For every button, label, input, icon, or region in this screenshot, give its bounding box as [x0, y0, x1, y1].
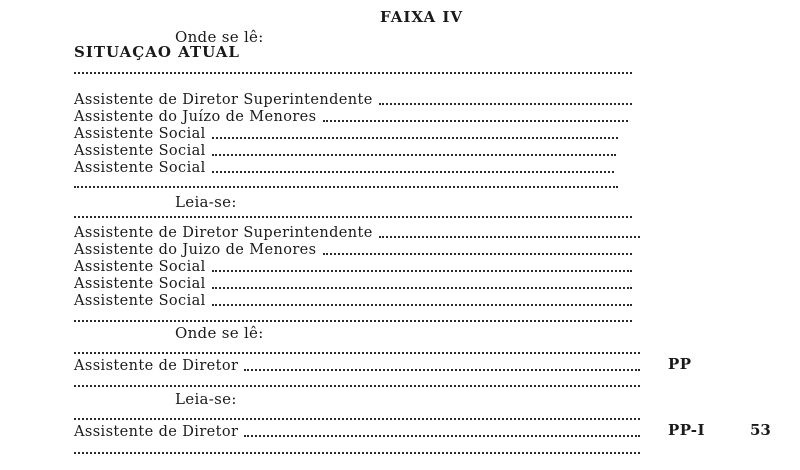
section-heading-leia-se-2: Leia-se:	[175, 390, 237, 408]
list-item	[74, 143, 616, 159]
list-item-label: Assistente Social	[74, 143, 206, 159]
dot-leader	[323, 120, 628, 122]
dot-leader	[212, 304, 632, 306]
dotted-separator	[74, 72, 632, 74]
section-heading-leia-se-1: Leia-se:	[175, 193, 237, 211]
dotted-separator	[74, 385, 640, 387]
list-item	[74, 242, 632, 258]
page-number: 53	[750, 421, 771, 439]
list-item-label: Assistente de Diretor Superintendente	[74, 225, 373, 241]
list-item	[74, 276, 632, 292]
dotted-separator	[74, 216, 632, 218]
page-title: FAIXA IV	[380, 8, 464, 26]
dot-leader	[244, 369, 640, 371]
list-item-label: Assistente Social	[74, 293, 206, 309]
list-item-label: Assistente Social	[74, 126, 206, 142]
list-item-label: Assistente de Diretor	[74, 358, 239, 374]
dot-leader	[212, 287, 632, 289]
class-code: PP-I	[668, 421, 705, 439]
list-item	[74, 126, 618, 142]
list-item	[74, 225, 640, 241]
list-item	[74, 92, 632, 108]
dotted-separator	[74, 186, 618, 188]
dot-leader	[379, 103, 632, 105]
section-heading-onde-se-le-2: Onde se lê:	[175, 324, 264, 342]
list-item	[74, 358, 640, 374]
dot-leader	[379, 236, 640, 238]
dot-leader	[212, 270, 632, 272]
list-item-label: Assistente Social	[74, 160, 206, 176]
dotted-separator	[74, 320, 632, 322]
dotted-separator	[74, 452, 640, 454]
list-item	[74, 160, 614, 176]
list-item-label: Assistente do Juizo de Menores	[74, 242, 317, 258]
list-item-label: Assistente Social	[74, 259, 206, 275]
dot-leader	[244, 435, 640, 437]
dotted-separator	[74, 418, 640, 420]
list-item-label: Assistente de Diretor Superintendente	[74, 92, 373, 108]
status-heading: SITUAÇAO ATUAL	[74, 43, 240, 61]
dotted-separator	[74, 352, 640, 354]
list-item	[74, 424, 640, 440]
section-heading-onde-se-le-1: Onde se lê:	[175, 28, 264, 46]
list-item-label: Assistente de Diretor	[74, 424, 239, 440]
dot-leader	[212, 171, 614, 173]
class-code: PP	[668, 355, 692, 373]
list-item	[74, 293, 632, 309]
dot-leader	[212, 154, 616, 156]
dot-leader	[323, 253, 632, 255]
list-item	[74, 109, 628, 125]
list-item	[74, 259, 632, 275]
list-item-label: Assistente do Juízo de Menores	[74, 109, 317, 125]
dot-leader	[212, 137, 618, 139]
list-item-label: Assistente Social	[74, 276, 206, 292]
